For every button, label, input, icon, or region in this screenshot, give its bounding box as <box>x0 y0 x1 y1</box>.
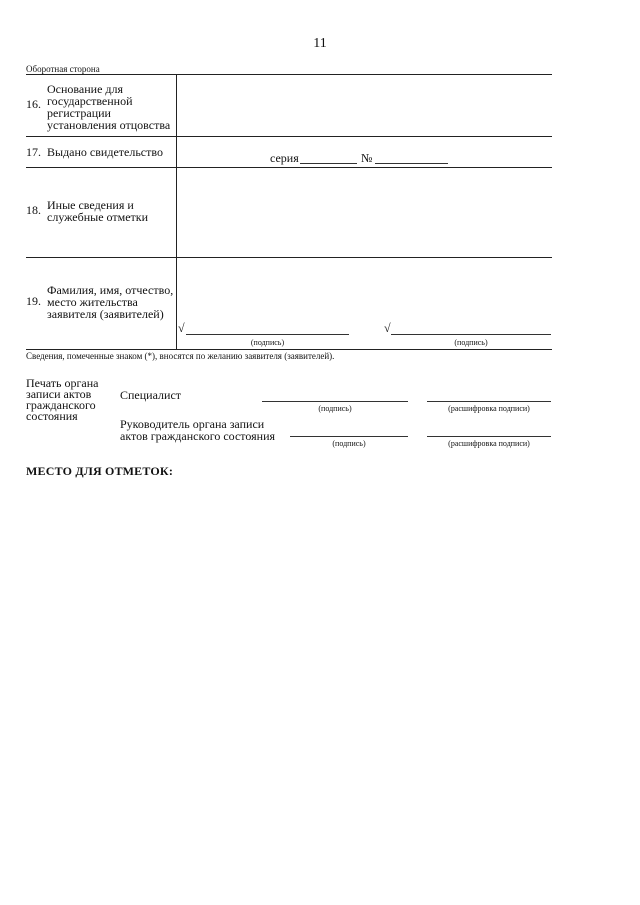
certificate-number-field[interactable] <box>375 163 448 164</box>
row-divider <box>26 136 552 137</box>
table-bottom-border <box>26 349 552 350</box>
page-number: 11 <box>313 36 327 51</box>
row-number: 18. <box>26 203 41 217</box>
specialist-signature-field[interactable] <box>262 401 408 402</box>
row-number: 17. <box>26 145 41 159</box>
table-top-border <box>26 74 552 75</box>
specialist-name-field[interactable] <box>427 401 551 402</box>
row-number: 19. <box>26 294 41 308</box>
optional-fields-note: Сведения, помеченные знаком (*), вносятся по желанию заявителя (заявителей). <box>26 351 335 361</box>
applicant-signature-field-2[interactable] <box>391 334 551 335</box>
check-mark-icon: √ <box>178 321 185 335</box>
row-label: Основание для государственной регистрации установления отцовства <box>47 82 171 132</box>
table-column-divider <box>176 74 177 350</box>
certificate-series-field[interactable] <box>300 163 357 164</box>
name-decode-caption: (расшифровка подписи) <box>448 404 530 413</box>
certificate-series-label: серия <box>270 151 299 165</box>
name-decode-caption: (расшифровка подписи) <box>448 439 530 448</box>
head-signature-field[interactable] <box>290 436 408 437</box>
marks-heading: МЕСТО ДЛЯ ОТМЕТОК: <box>26 464 174 478</box>
applicant-signature-field-1[interactable] <box>186 334 349 335</box>
signature-caption: (подпись) <box>332 439 366 448</box>
signature-caption: (подпись) <box>454 338 488 347</box>
certificate-number-label: № <box>361 151 373 165</box>
row-number: 16. <box>26 97 41 111</box>
row-label: Фамилия, имя, отчество, место жительства заявителя (заявителей) <box>47 283 174 321</box>
other-info-field[interactable] <box>178 169 550 255</box>
signature-caption: (подпись) <box>318 404 352 413</box>
page-side-label: Оборотная сторона <box>26 64 100 74</box>
row-divider <box>26 257 552 258</box>
specialist-role: Специалист <box>120 388 182 402</box>
row-label: Иные сведения и служебные отметки <box>47 198 149 224</box>
row-label: Выдано свидетельство <box>47 145 163 159</box>
row-divider <box>26 167 552 168</box>
signature-caption: (подпись) <box>250 338 285 347</box>
head-role: Руководитель органа записи актов гражданского состояния <box>120 417 276 443</box>
marks-area[interactable] <box>26 482 552 882</box>
check-mark-icon: √ <box>384 321 391 335</box>
stamp-label: Печать органа записи актов гражданского состояния <box>26 376 99 423</box>
head-name-field[interactable] <box>427 436 551 437</box>
